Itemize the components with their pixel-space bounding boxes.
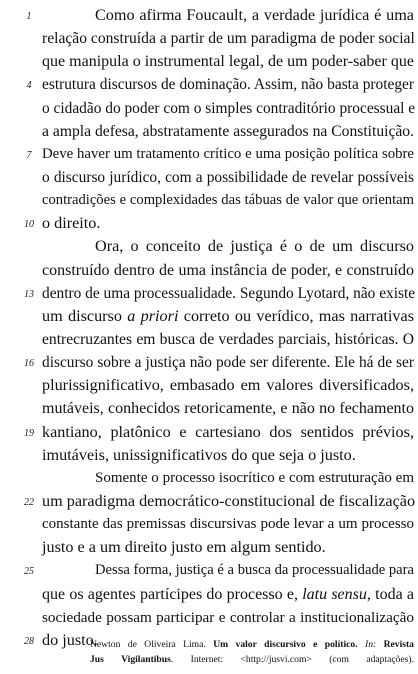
italic-term: latu sensu: [302, 585, 367, 603]
text-line: [0, 374, 418, 397]
text-line: [0, 97, 418, 120]
line-text: [42, 166, 414, 189]
line-text: [42, 328, 414, 351]
text-line: [0, 397, 418, 420]
line-text: [42, 189, 414, 212]
text-line: [0, 189, 418, 212]
citation-in: In:: [365, 639, 377, 650]
text-line: [0, 143, 418, 166]
text-line: [0, 4, 418, 27]
text-segment: construído dentro de uma instância de poder, e construído: [42, 261, 414, 279]
text-line: [0, 513, 418, 536]
line-number: 7: [26, 149, 32, 161]
line-number: 1: [26, 11, 32, 22]
line-text: [42, 97, 414, 120]
line-text: [42, 421, 414, 444]
text-segment: sociedade possam participar e controlar a institucionalização: [42, 608, 414, 626]
text-segment: o direito.: [42, 214, 101, 233]
citation-journal-a: Revista: [383, 639, 414, 650]
citation-title: Um valor discursivo e político.: [213, 639, 358, 650]
line-text: [95, 4, 414, 27]
text-line: [0, 50, 418, 73]
text-line: [0, 467, 418, 490]
line-number: 16: [24, 358, 34, 370]
text-segment: Dessa forma, justiça é a busca da processualidade para: [95, 562, 414, 579]
line-text: [42, 490, 414, 513]
line-text: [95, 467, 414, 490]
line-text: [42, 513, 414, 536]
line-number: 4: [26, 80, 32, 92]
text-line: [0, 583, 418, 606]
text-segment: relação construída a partir de um paradigma de poder social: [42, 30, 415, 48]
text-line: [0, 536, 418, 559]
text-line: [0, 490, 418, 513]
text-line: [0, 120, 418, 143]
line-text: [42, 282, 414, 305]
text-line: [0, 235, 418, 258]
text-segment: um paradigma democrático-constitucional de fiscalização: [42, 491, 416, 510]
text-line: [0, 166, 418, 189]
line-number: 10: [24, 219, 34, 231]
text-segment: a ampla defesa, abstratamente assegurados na Constituição.: [42, 122, 414, 140]
text-segment: mutáveis, conhecidos retoricamente, e não no fechamento: [42, 400, 414, 418]
citation-line-1: [90, 638, 414, 653]
source-citation: [90, 638, 414, 667]
text-line: [0, 351, 418, 374]
citation-line-2: [90, 653, 414, 668]
text-segment: kantiano, platônico e cartesiano dos sentidos prévios,: [42, 422, 414, 441]
line-text: [95, 559, 414, 582]
line-text: [42, 73, 414, 96]
line-number: 22: [24, 496, 34, 508]
text-segment: contradições e complexidades das tábuas de valor que orientam: [42, 192, 414, 209]
text-segment: constante das premissas discursivas pode levar a um processo: [42, 516, 414, 533]
text-segment: dentro de uma processualidade. Segundo Lyotard, não existe: [42, 284, 416, 302]
text-line: [0, 27, 418, 50]
text-segment: discurso sobre a justiça não pode ser diferente. Ele há de ser: [42, 354, 414, 372]
line-text: [42, 536, 414, 559]
text-segment: Como afirma Foucault, a verdade jurídica é uma: [95, 6, 414, 24]
line-text: [42, 305, 414, 328]
text-segment: justo e a um direito justo em algum sentido.: [42, 538, 326, 557]
text-segment: imutáveis, unissignificativos do que seja o justo.: [42, 445, 356, 464]
text-line: [0, 212, 418, 235]
line-text: [95, 235, 414, 258]
text-segment: estrutura discursos de dominação. Assim, não basta proteger: [42, 76, 414, 94]
text-segment: um discurso: [42, 306, 128, 325]
text-line: [0, 606, 418, 629]
line-text: [42, 27, 414, 50]
text-segment: o cidadão do poder com o simples contraditório processual e: [42, 99, 416, 117]
line-text: [42, 120, 414, 143]
text-line: [0, 421, 418, 444]
text-segment: que os agentes partícipes do processo e,: [42, 585, 303, 603]
citation-author: Newton de Oliveira Lima.: [90, 639, 206, 650]
italic-term: a priori: [127, 306, 179, 325]
text-segment: do justo.: [42, 630, 98, 649]
text-segment: Ora, o conceito de justiça é o de um discurso: [95, 237, 414, 256]
text-segment: entrecruzantes em busca de verdades parciais, históricas. O: [42, 330, 414, 348]
text-line: [0, 444, 418, 467]
text-line: [0, 328, 418, 351]
text-segment: Deve haver um tratamento crítico e uma posição política sobre: [42, 145, 414, 162]
line-text: [42, 143, 414, 166]
text-line: [0, 559, 418, 582]
text-line: [0, 282, 418, 305]
line-text: [42, 259, 414, 282]
text-line: [0, 305, 418, 328]
line-text: [42, 212, 414, 235]
line-text: [42, 397, 414, 420]
text-segment: que manipula o instrumental legal, de um poder-saber que: [42, 53, 414, 71]
line-text: [42, 374, 414, 397]
line-text: [42, 50, 414, 73]
text-segment: Somente o processo isocrítico e com estruturação em: [95, 469, 414, 486]
line-text: [42, 444, 414, 467]
text-segment: plurissignificativo, embasado em valores diversificados,: [42, 376, 414, 395]
text-line: [0, 259, 418, 282]
text-segment: , toda a: [366, 585, 414, 603]
line-text: [42, 351, 414, 374]
line-number: 28: [24, 635, 34, 647]
line-number: 25: [24, 566, 34, 578]
text-segment: o discurso jurídico, com a possibilidade de revelar possíveis: [42, 168, 414, 186]
line-number: 13: [24, 288, 34, 300]
line-text: [42, 606, 414, 629]
text-segment: correto ou verídico, mas narrativas: [178, 306, 414, 325]
citation-rest: . Internet: <http://jusvi.com> (com adaptações).: [170, 653, 414, 665]
line-text: [42, 583, 414, 606]
text-line: [0, 73, 418, 96]
citation-journal-b: Jus Vigilantibus: [90, 653, 171, 665]
line-number: 19: [24, 427, 34, 439]
